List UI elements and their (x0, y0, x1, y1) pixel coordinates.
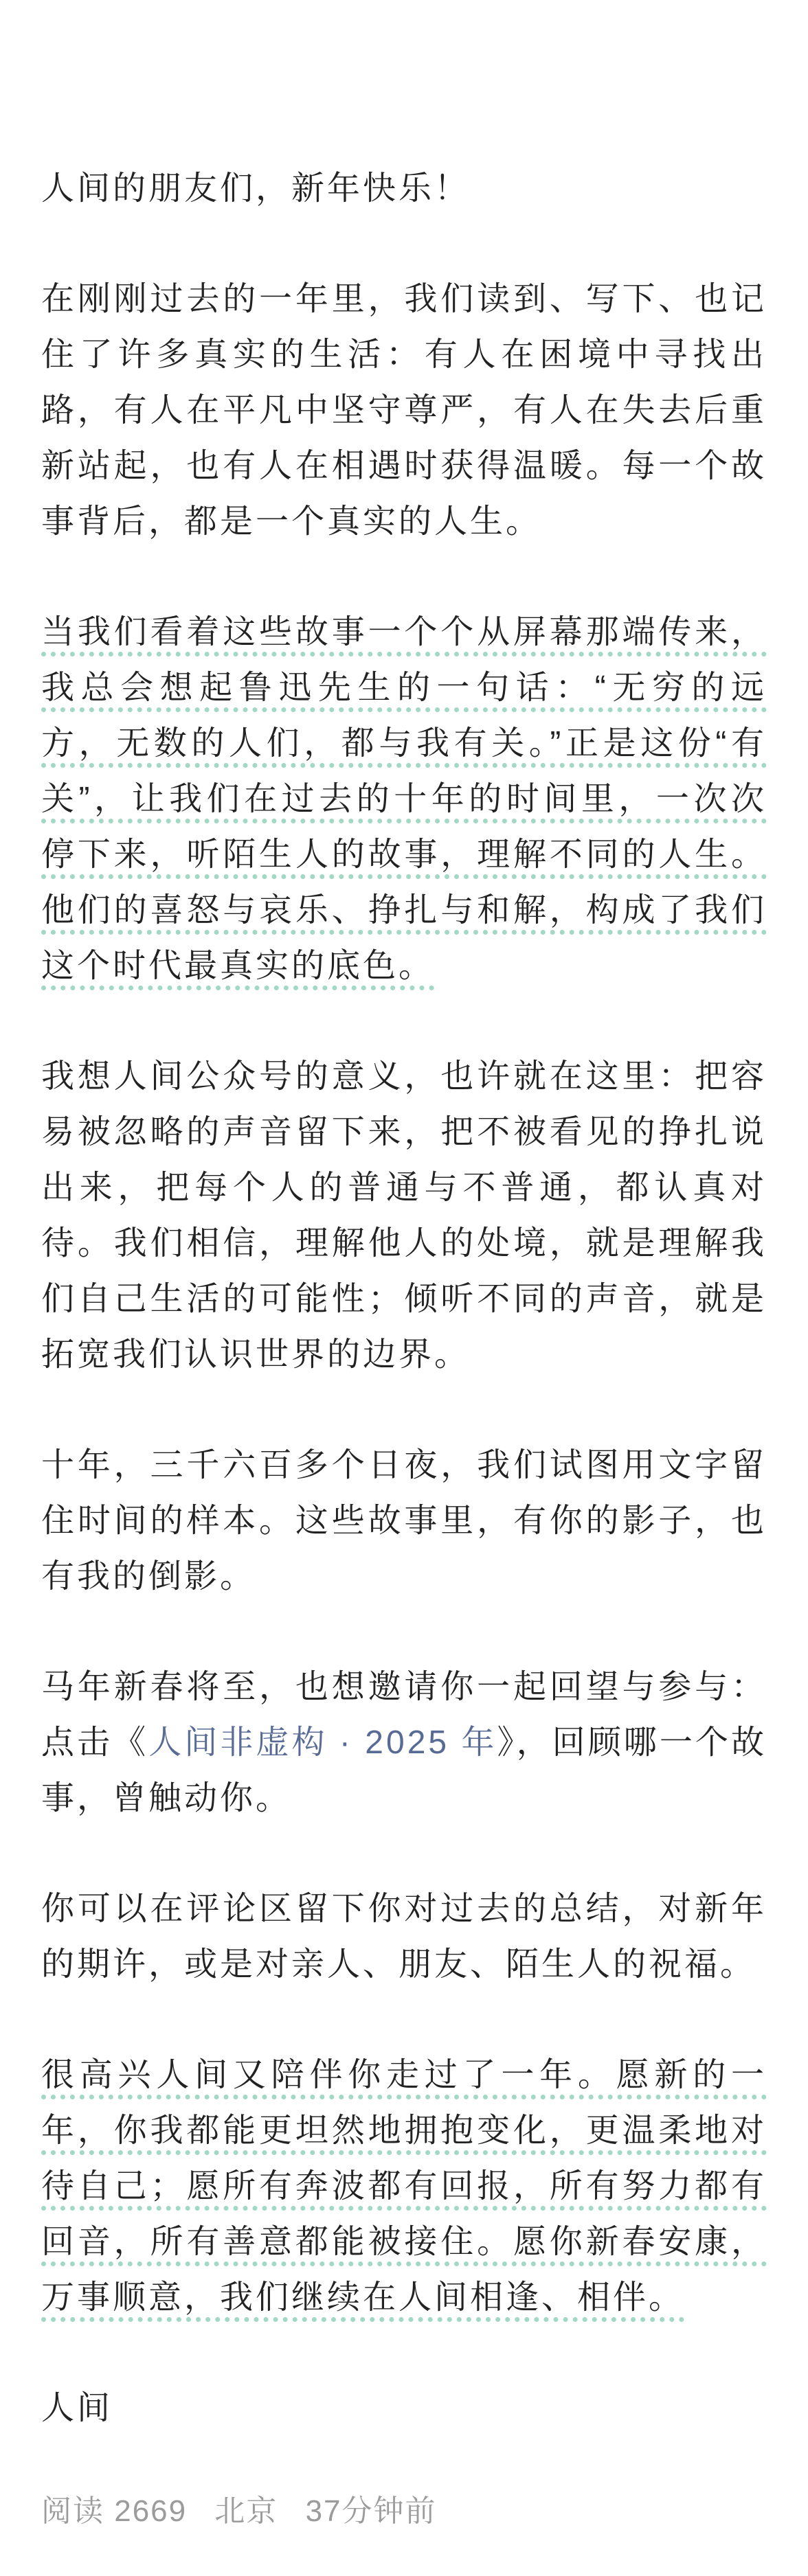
signature-renjian: 人间 (41, 2390, 113, 2426)
publish-time: 37分钟前 (305, 2494, 437, 2528)
invitation-text-after-link: 》，回顾哪一个故事，曾触动你。 (41, 1724, 767, 1816)
publish-location: 北京 (214, 2494, 278, 2528)
paragraph-meaning: 我想人间公众号的意义，也许就在这里：把容易被忽略的声音留下来，把不被看见的挣扎说出来，把每个人的普通与不普通，都认真对待。我们相信，理解他人的处境，就是理解我们自己生活的可能性；倾听不同的声音，就是拓宽我们认识世界的边界。 (41, 1058, 767, 1373)
paragraph-luxun-quote-underlined: 当我们看着这些故事一个个从屏幕那端传来，我总会想起鲁迅先生的一句话：“无穷的远方，无数的人们，都与我有关。”正是这份“有关”，让我们在过去的十年的时间里，一次次停下来，听陌生人的故事，理解不同的人生。他们的喜怒与哀乐、挣扎与和解，构成了我们这个时代最真实的底色。 (41, 614, 767, 984)
paragraph-invitation (41, 1659, 767, 1826)
paragraph-ten-years: 十年，三千六百多个日夜，我们试图用文字留住时间的样本。这些故事里，有你的影子，也有我的倒影。 (41, 1447, 767, 1595)
paragraph-year-review: 在刚刚过去的一年里，我们读到、写下、也记住了许多真实的生活：有人在困境中寻找出路，有人在平凡中坚守尊严，有人在失去后重新站起，也有人在相遇时获得温暖。每一个故事背后，都是一个真实的人生。 (41, 281, 767, 540)
paragraph-greeting: 人间的朋友们，新年快乐！ (41, 170, 471, 207)
paragraph-new-year-wishes-underlined: 很高兴人间又陪伴你走过了一年。愿新的一年，你我都能更坦然地拥抱变化，更温柔地对待自己；愿所有奔波都有回报，所有努力都有回音，所有善意都能被接住。愿你新春安康，万事顺意，我们继续在人间相逢、相伴。 (41, 2057, 767, 2316)
article-body (41, 161, 767, 2532)
article-meta-footer (41, 2491, 767, 2532)
paragraph-comment-invite: 你可以在评论区留下你对过去的总结，对新年的期许，或是对亲人、朋友、陌生人的祝福。 (41, 1891, 767, 1983)
invitation-text-before-link: 马年新春将至，也想邀请你一起回望与参与：点击《 (41, 1669, 767, 1761)
read-count: 阅读 2669 (41, 2494, 188, 2528)
renjian-2025-article-link[interactable]: 人间非虚构 · 2025 年 (148, 1724, 497, 1761)
